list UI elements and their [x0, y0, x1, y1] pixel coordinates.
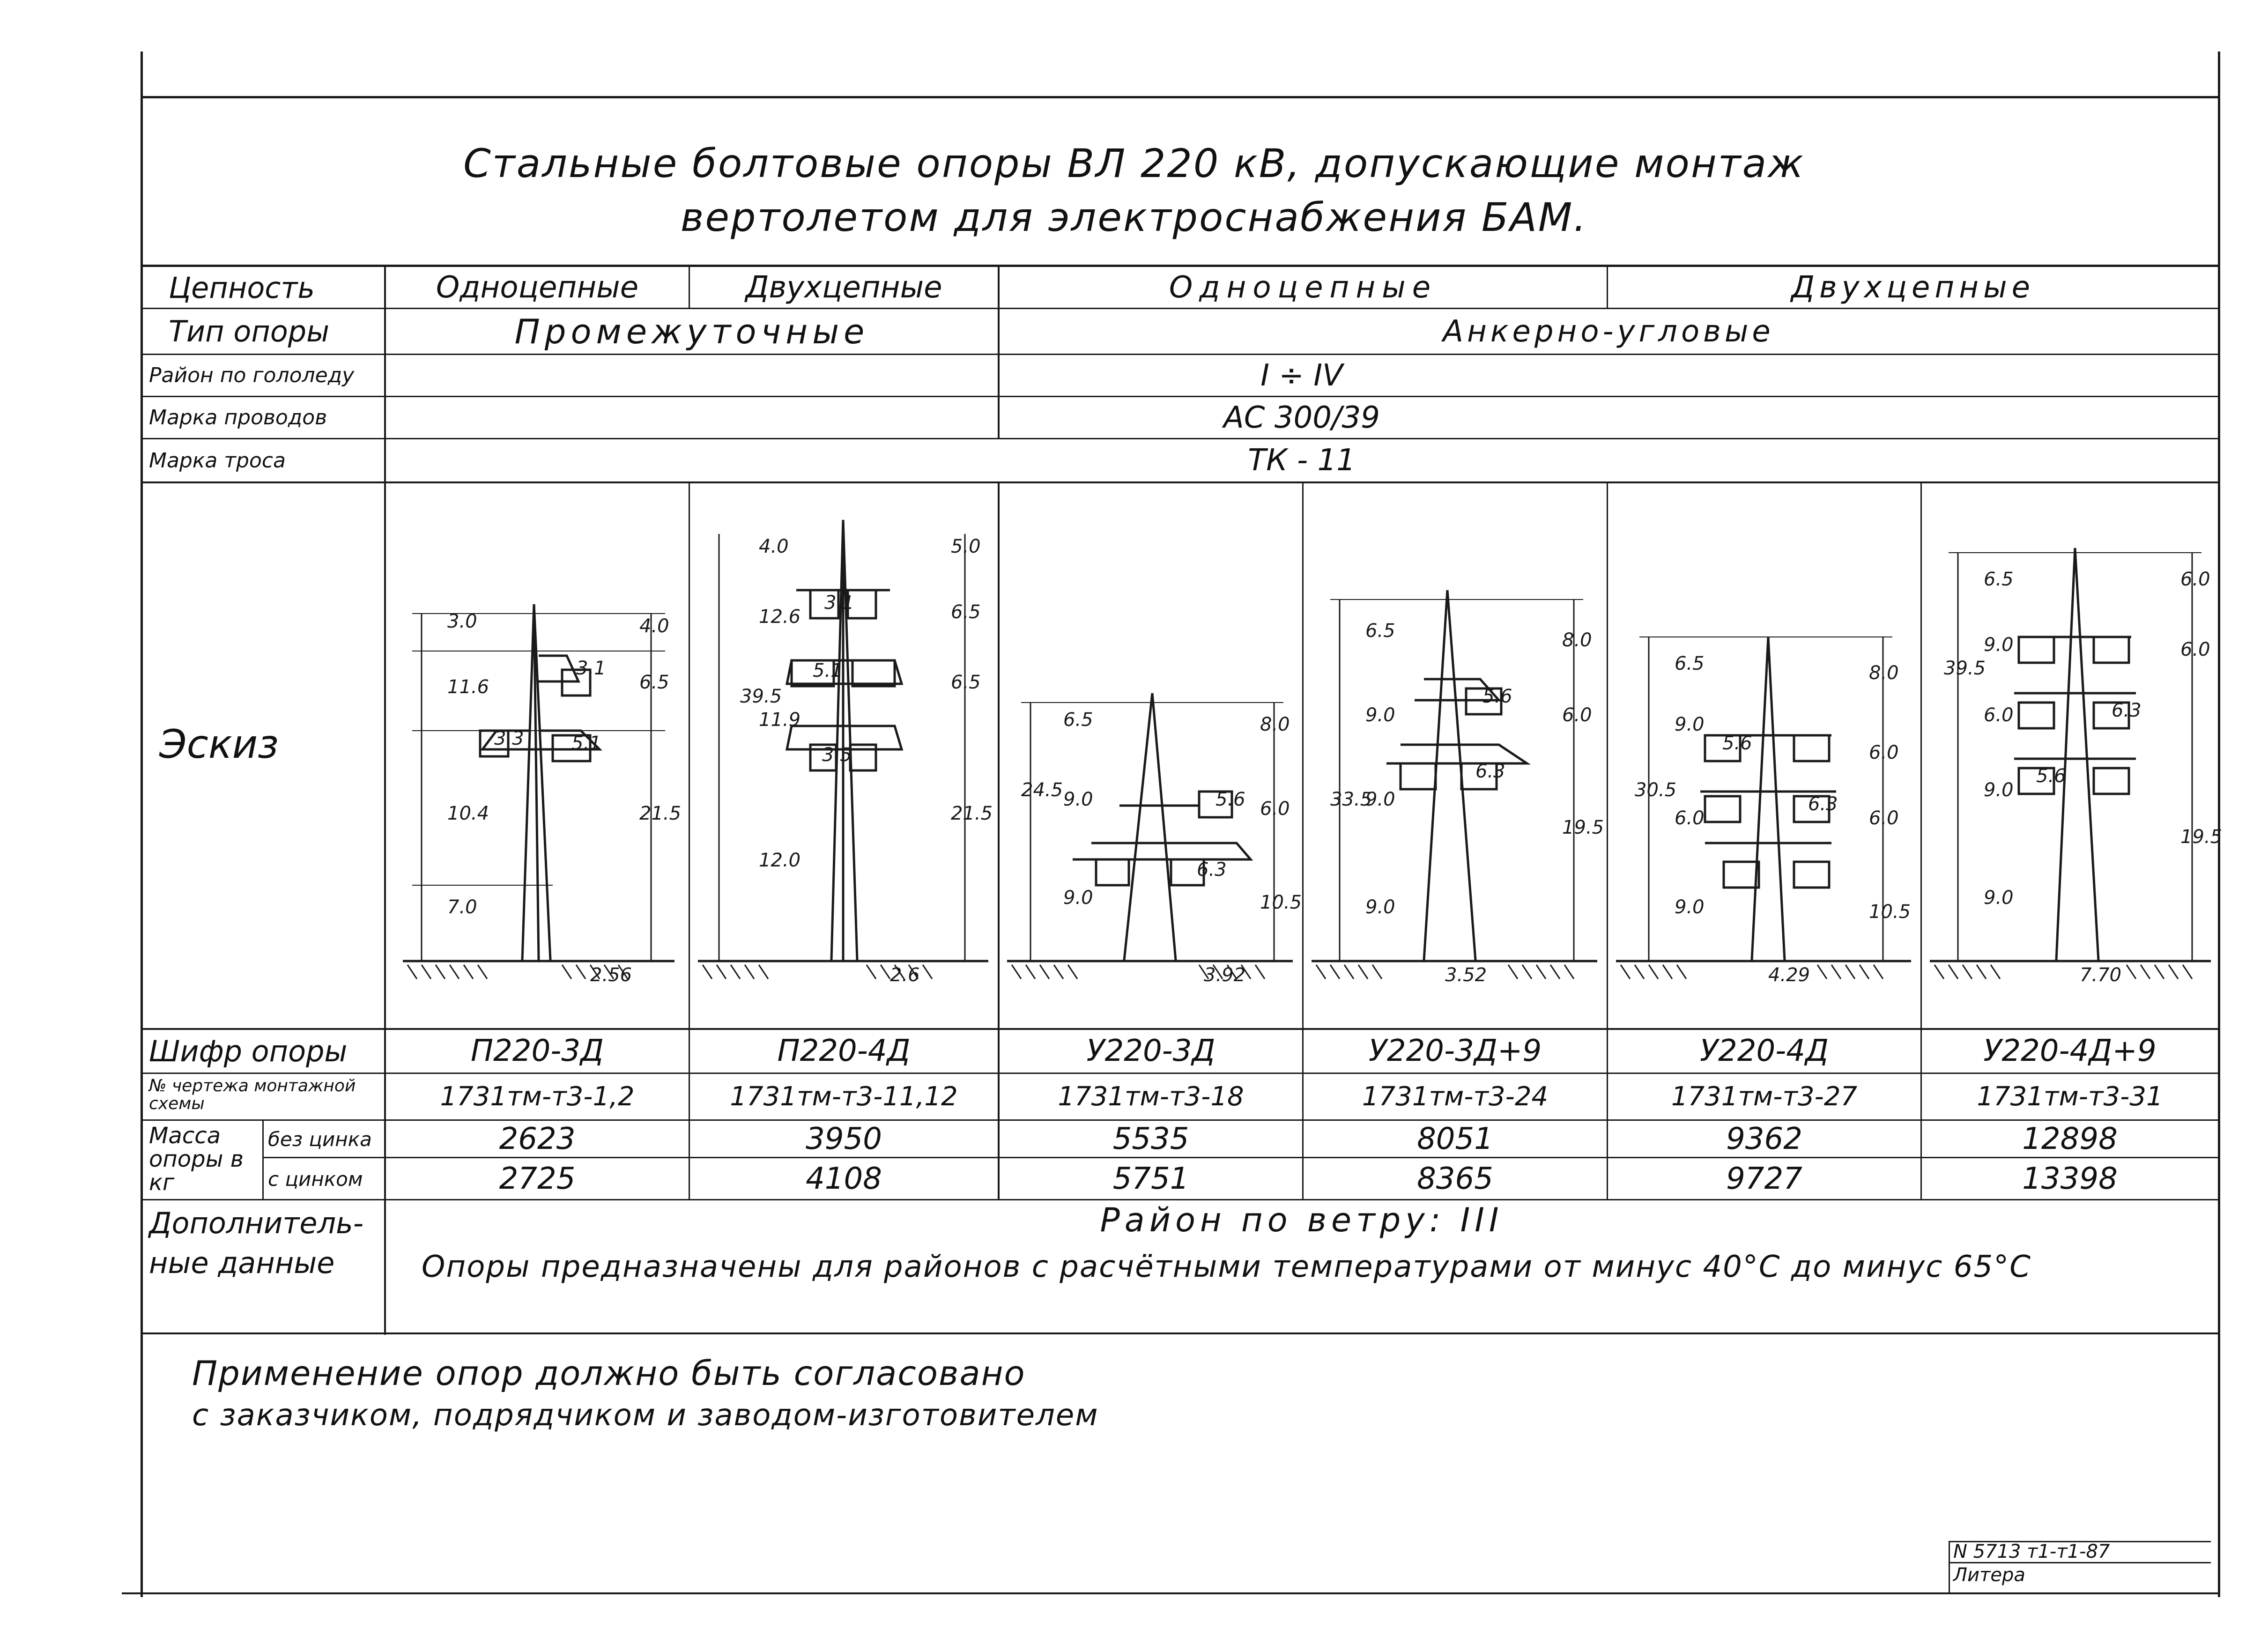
dimension-label: 8.0 [1260, 714, 1290, 735]
dimension-label: 6.5 [951, 672, 981, 693]
dimension-label: 8.0 [1562, 629, 1592, 651]
mass-zinc-6: 13398 [2022, 1161, 2118, 1196]
tower-code-6: У220-4Д+9 [1983, 1034, 2157, 1068]
label-circuit: Цепность [169, 270, 315, 305]
dimension-label: 9.0 [1063, 789, 1093, 810]
dimension-label: 12.6 [759, 606, 801, 628]
dimension-label: 6.0 [1869, 742, 1899, 763]
dimension-label: 10.5 [1260, 892, 1302, 913]
tower-code-2: П220-4Д [777, 1034, 911, 1068]
dimension-label: 6.0 [1984, 704, 2014, 726]
mass-zinc-1: 2725 [499, 1161, 576, 1196]
dimension-label: 6.0 [2180, 639, 2210, 660]
dimension-label: 6.0 [1869, 807, 1899, 829]
dimension-label: 9.0 [1984, 634, 2014, 656]
dimension-label: 10.4 [447, 803, 489, 824]
dimension-label: 9.0 [1984, 779, 2014, 801]
mass-zinc-2: 4108 [806, 1161, 882, 1196]
dimension-label: 9.0 [1365, 704, 1395, 726]
label-cable: Марка троса [149, 448, 286, 473]
drawing-no-2: 1731тм-т3-11,12 [730, 1081, 958, 1112]
mass-no-zinc-1: 2623 [499, 1121, 576, 1156]
dimension-label: 24.5 [1021, 779, 1063, 801]
tower-u220-3d [1021, 693, 1283, 960]
doc-title-line1: Стальные болтовые опоры ВЛ 220 кВ, допускающие монтаж [463, 141, 1805, 186]
dimension-label: 6.3 [1808, 793, 1838, 815]
mass-zinc-4: 8365 [1417, 1161, 1493, 1196]
tower-p220-4d [719, 520, 965, 960]
label-ice: Район по гололеду [149, 363, 355, 387]
mass-zinc-3: 5751 [1112, 1161, 1189, 1196]
label-mass: Масса опоры в кг [149, 1123, 244, 1196]
label-mass-no-zinc: без цинка [268, 1127, 372, 1151]
drawing-no-3: 1731тм-т3-18 [1058, 1081, 1244, 1112]
stamp-number: N 5713 т1-т1-87 [1953, 1541, 2110, 1562]
drawing-no-5: 1731тм-т3-27 [1671, 1081, 1858, 1112]
label-type: Тип опоры [169, 314, 330, 348]
tower-code-4: У220-3Д+9 [1368, 1034, 1542, 1068]
dimension-label: 6.3 [1475, 761, 1505, 782]
dimension-label: 3.0 [447, 611, 477, 632]
mass-zinc-5: 9727 [1726, 1161, 1802, 1196]
dimension-label: 39.5 [740, 686, 782, 707]
label-wire: Марка проводов [149, 406, 327, 429]
dimension-label: 4.29 [1768, 964, 1810, 986]
dimension-label: 5.1 [571, 733, 601, 754]
dimension-label: 5.6 [1482, 686, 1512, 707]
footer-note-1: Применение опор должно быть согласовано [192, 1354, 1026, 1393]
dimension-label: 3.52 [1445, 964, 1487, 986]
circuit-double-2: Двухцепные [1791, 270, 2035, 305]
dimension-label: 9.0 [1365, 789, 1395, 810]
stamp-litera: Литера [1953, 1564, 2025, 1586]
temperature-note: Опоры предназначены для районов с расчётными температурами от минус 40°С до минус 65°С [422, 1250, 2031, 1284]
dimension-label: 6.0 [1562, 704, 1592, 726]
dimension-label: 21.5 [639, 803, 682, 824]
footer-note-2: с заказчиком, подрядчиком и заводом-изготовителем [192, 1398, 1099, 1433]
dimension-label: 33.5 [1330, 789, 1372, 810]
dimension-label: 6.5 [1984, 569, 2014, 590]
label-code: Шифр опоры [149, 1034, 348, 1068]
mass-no-zinc-6: 12898 [2022, 1121, 2118, 1156]
dimension-label: 3.92 [1204, 964, 1246, 986]
dimension-label: 9.0 [1675, 896, 1705, 918]
type-anchor-angle: Анкерно-угловые [1443, 314, 1774, 349]
dimension-label: 6.0 [2180, 569, 2210, 590]
tower-code-1: П220-3Д [470, 1034, 604, 1068]
dimension-label: 5.6 [1216, 789, 1245, 810]
dimension-label: 6.5 [639, 672, 669, 693]
dimension-label: 3.5 [822, 744, 852, 766]
dimension-label: 6.3 [2112, 700, 2142, 721]
dimension-label: 5.6 [2036, 765, 2066, 787]
dimension-label: 4.0 [759, 536, 789, 557]
dimension-label: 3.1 [576, 658, 606, 679]
dimension-label: 3.3 [494, 728, 524, 749]
mass-no-zinc-5: 9362 [1726, 1121, 1802, 1156]
wind-region: Район по ветру: III [1100, 1201, 1504, 1239]
type-intermediate: Промежуточные [514, 311, 869, 351]
dimension-label: 6.3 [1197, 859, 1227, 881]
dimension-label: 30.5 [1635, 779, 1677, 801]
dimension-label: 12.0 [759, 850, 801, 871]
dimension-label: 21.5 [951, 803, 993, 824]
dimension-label: 11.9 [759, 709, 801, 731]
dimension-label: 5.0 [951, 536, 981, 557]
mass-no-zinc-4: 8051 [1417, 1121, 1493, 1156]
dimension-label: 7.70 [2080, 964, 2122, 986]
dimension-label: 4.0 [639, 615, 669, 637]
drawing-no-1: 1731тм-т3-1,2 [440, 1081, 635, 1112]
ice-region-value: I ÷ IV [1260, 358, 1343, 393]
drawing-no-4: 1731тм-т3-24 [1362, 1081, 1549, 1112]
dimension-label: 10.5 [1869, 901, 1911, 923]
dimension-label: 11.6 [447, 676, 489, 698]
label-sketch: Эскиз [159, 721, 279, 767]
dimension-label: 6.0 [1260, 798, 1290, 820]
dimension-label: 6.0 [1675, 807, 1705, 829]
dimension-label: 9.0 [1675, 714, 1705, 735]
dimension-label: 19.5 [2180, 826, 2223, 848]
circuit-single-1: Одноцепные [436, 270, 639, 305]
dimension-label: 8.0 [1869, 662, 1899, 684]
tower-code-5: У220-4Д [1700, 1034, 1829, 1068]
dimension-label: 2.6 [890, 964, 920, 986]
dimension-label: 9.0 [1984, 887, 2014, 909]
dimension-label: 39.5 [1944, 658, 1986, 679]
label-extra-1: Дополнитель- [149, 1206, 364, 1240]
wire-grade-value: АС 300/39 [1223, 400, 1380, 435]
mass-no-zinc-2: 3950 [806, 1121, 882, 1156]
dimension-label: 6.5 [1365, 620, 1395, 642]
dimension-label: 3.1 [824, 592, 854, 614]
label-drawing: № чертежа монтажной схемы [149, 1076, 356, 1113]
doc-title-line2: вертолетом для электроснабжения БАМ. [680, 194, 1588, 240]
dimension-label: 9.0 [1063, 887, 1093, 909]
stamp-border-left [1949, 1541, 1950, 1592]
mass-no-zinc-3: 5535 [1112, 1121, 1189, 1156]
dimension-label: 6.5 [951, 601, 981, 623]
dimension-label: 9.0 [1365, 896, 1395, 918]
dimension-label: 7.0 [447, 896, 477, 918]
dimension-label: 6.5 [1063, 709, 1093, 731]
dimension-label: 19.5 [1562, 817, 1604, 838]
dimension-label: 5.6 [1722, 733, 1752, 754]
circuit-single-2: Одноцепные [1169, 270, 1438, 305]
dimension-label: 5.1 [813, 660, 843, 681]
label-mass-zinc: с цинком [268, 1167, 363, 1191]
label-extra-2: ные данные [149, 1246, 335, 1280]
dimension-label: 2.56 [590, 964, 632, 986]
tower-code-3: У220-3Д [1086, 1034, 1216, 1068]
dimension-label: 6.5 [1675, 653, 1705, 674]
cable-grade-value: ТК - 11 [1248, 443, 1356, 478]
drawing-no-6: 1731тм-т3-31 [1977, 1081, 2163, 1112]
circuit-double-1: Двухцепные [745, 270, 942, 305]
